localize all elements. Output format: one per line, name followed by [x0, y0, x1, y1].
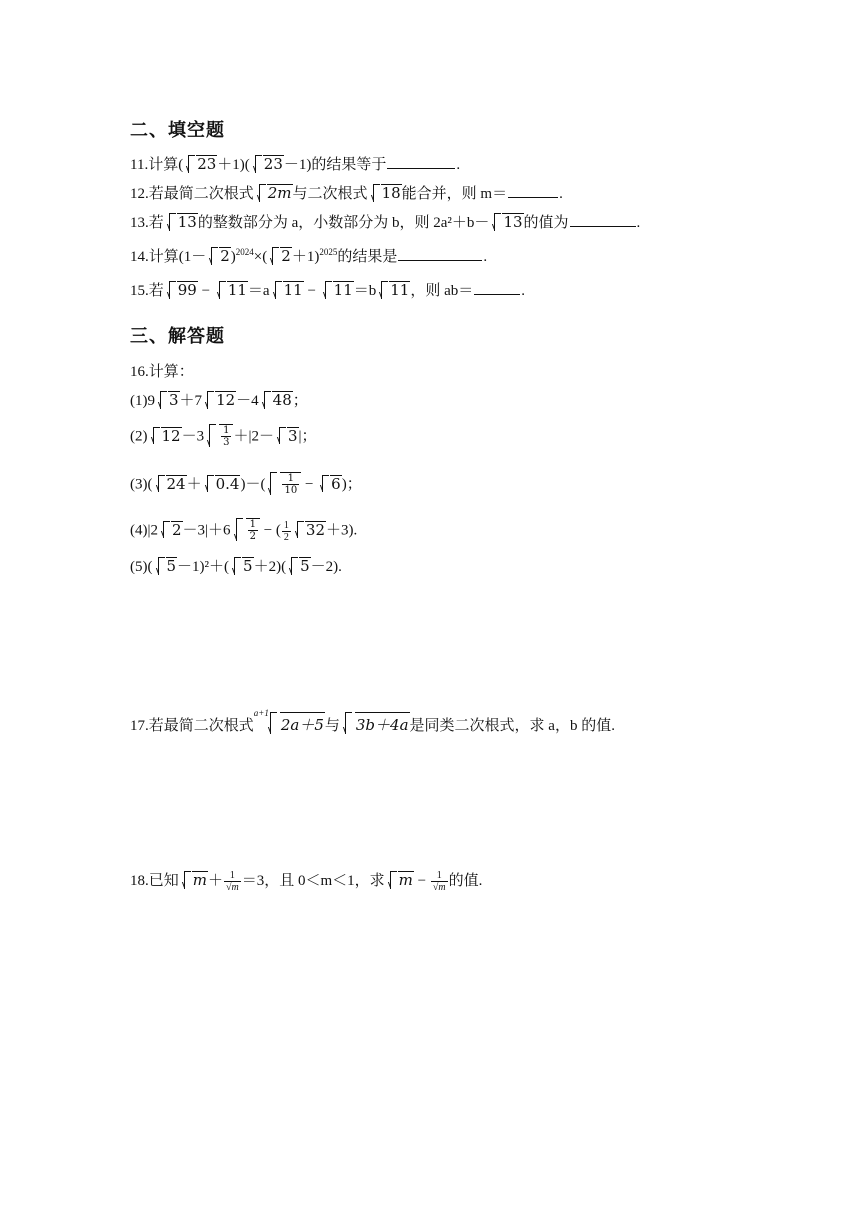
- radicand: 11: [227, 281, 247, 299]
- radical: [275, 427, 299, 446]
- radical: [203, 391, 236, 410]
- q14-end: .: [483, 249, 488, 265]
- fraction: [221, 425, 231, 448]
- q15-m3: −: [303, 283, 320, 299]
- text: |；: [298, 428, 317, 445]
- radicand: [246, 518, 260, 542]
- text: －4: [236, 393, 259, 409]
- fraction: [224, 870, 241, 893]
- text: ＋7: [179, 393, 203, 409]
- text: ＋: [186, 476, 202, 493]
- q15-m4: ＝b: [353, 283, 377, 299]
- radicand: 99: [177, 281, 197, 299]
- radical: [266, 712, 325, 735]
- radical: [369, 184, 402, 203]
- denominator: 2: [283, 531, 289, 543]
- radicand: 12: [216, 391, 236, 409]
- radical: [180, 871, 208, 890]
- text: 是同类二次根式，求 a，b 的值.: [409, 718, 615, 734]
- question-16-part-2: [130, 424, 317, 448]
- radical: [149, 427, 182, 446]
- radical: [207, 247, 231, 266]
- radicand: 2m: [267, 184, 292, 202]
- radicand: 12: [161, 426, 181, 445]
- q11-end: .: [456, 157, 461, 173]
- question-17: [130, 708, 615, 738]
- q13-mid: 的整数部分为 a，小数部分为 b，则 2a²＋b－: [197, 215, 490, 231]
- text: －2).: [310, 559, 342, 575]
- text: .: [353, 522, 358, 539]
- text: (1)9: [130, 393, 155, 409]
- question-11: [130, 154, 460, 176]
- radical: [154, 557, 178, 576]
- text: 17.若最简二次根式: [130, 718, 254, 734]
- radical: [287, 557, 311, 576]
- text: −: [413, 873, 430, 889]
- radicand: 11: [390, 281, 410, 299]
- question-16-part-3: [130, 472, 362, 496]
- exponent: 2024: [235, 247, 254, 257]
- question-16-title: 16.计算：: [130, 364, 194, 380]
- q11-prefix: 11.计算(: [130, 157, 184, 173]
- radicand: 2: [172, 520, 182, 539]
- text: －3|＋6: [182, 522, 231, 539]
- q12-mid: 与二次根式: [292, 186, 368, 202]
- radical: [251, 155, 284, 174]
- fraction: [282, 520, 291, 543]
- radicand: 2: [281, 247, 291, 265]
- radical: [156, 391, 180, 410]
- denominator: 2: [249, 531, 256, 542]
- fraction: [282, 473, 299, 496]
- q13-end: .: [636, 215, 641, 231]
- radical: [215, 281, 248, 300]
- text: ＋2)(: [253, 559, 287, 575]
- q15-suffix: ，则 ab＝: [410, 283, 474, 299]
- numerator: 1: [431, 870, 448, 882]
- numerator: 1: [249, 519, 256, 530]
- radicand: 2a＋5: [280, 712, 325, 734]
- radicand: m: [398, 871, 413, 889]
- text: ＋|2－: [233, 428, 274, 445]
- text: 18.已知: [130, 873, 179, 889]
- text: 与: [324, 718, 340, 734]
- radicand: 13: [177, 213, 197, 231]
- q11-mid: ＋1)(: [217, 157, 250, 173]
- answer-blank[interactable]: [387, 154, 455, 169]
- question-12: [130, 183, 563, 205]
- text: )；: [341, 476, 362, 493]
- fraction: [431, 870, 448, 893]
- q15-end: .: [521, 283, 526, 299]
- section-heading-answer: 三、解答题: [130, 326, 225, 347]
- radicand: [280, 472, 301, 496]
- radicand: 48: [272, 391, 292, 409]
- radical: [165, 213, 198, 232]
- q12-end: .: [559, 186, 563, 202]
- numerator: 1: [282, 473, 299, 485]
- numerator: 1: [224, 870, 241, 882]
- denominator: √m: [432, 882, 446, 894]
- radical: [255, 184, 293, 203]
- radicand: 11: [283, 281, 303, 299]
- q12-prefix: 12.若最简二次根式: [130, 186, 254, 202]
- question-18: [130, 870, 482, 893]
- radicand: 18: [381, 184, 401, 202]
- radical: [184, 155, 217, 174]
- answer-blank[interactable]: [508, 183, 558, 198]
- answer-blank[interactable]: [570, 212, 636, 227]
- radicand: [219, 424, 233, 448]
- text: )－(: [240, 476, 266, 493]
- q15-m1: −: [197, 283, 214, 299]
- radical: [203, 475, 241, 494]
- q14-suffix: 的结果是: [337, 249, 398, 265]
- question-15: [130, 280, 525, 302]
- radical: [154, 475, 187, 494]
- radical: [318, 475, 342, 494]
- q15-m2: ＝a: [247, 283, 270, 299]
- q15-prefix: 15.若: [130, 283, 164, 299]
- radical: [490, 213, 523, 232]
- radical: [386, 871, 414, 890]
- radicand: 3b＋4a: [355, 712, 410, 734]
- text: ；: [292, 393, 308, 409]
- text: ＋3): [326, 522, 354, 539]
- text: ＋: [208, 873, 224, 889]
- q14-mid2: ×(: [253, 249, 268, 265]
- text: − (: [259, 522, 281, 539]
- question-16-part-4: [130, 518, 357, 543]
- radical: [266, 472, 301, 496]
- radicand: 5: [166, 557, 177, 575]
- text: (3)(: [130, 476, 153, 493]
- radicand: 5: [300, 557, 310, 575]
- q14-mid1: ): [230, 249, 236, 265]
- radical: [159, 521, 183, 540]
- radical: [232, 518, 260, 542]
- text: ＝3，且 0＜m＜1，求: [241, 873, 385, 889]
- section-heading-fill-blank: 二、填空题: [130, 120, 225, 141]
- radicand: 5: [243, 557, 253, 575]
- radicand: 23: [263, 155, 283, 173]
- text: －1)²＋(: [177, 559, 230, 575]
- radicand: 32: [305, 520, 325, 539]
- q13-prefix: 13.若: [130, 215, 164, 231]
- exponent: 2025: [319, 247, 338, 257]
- radical: [205, 424, 233, 448]
- denominator: 10: [284, 485, 298, 496]
- denominator: 3: [223, 437, 230, 448]
- radicand: 24: [166, 474, 186, 493]
- radicand: 3: [169, 391, 179, 409]
- text: −: [301, 476, 318, 493]
- q14-mid3: ＋1): [291, 249, 320, 265]
- q14-prefix: 14.计算(1－: [130, 249, 207, 265]
- radicand: 2: [220, 247, 230, 265]
- radical: [260, 391, 293, 410]
- radicand: 0.4: [215, 474, 240, 493]
- text: (2): [130, 428, 148, 445]
- radical: [377, 281, 410, 300]
- text: 的值.: [448, 873, 483, 889]
- radicand: 6: [331, 474, 341, 493]
- answer-blank[interactable]: [474, 280, 520, 295]
- radical: [341, 712, 410, 735]
- numerator: 1: [283, 519, 289, 531]
- answer-blank[interactable]: [398, 246, 482, 261]
- fraction: [248, 519, 258, 542]
- radicand: 23: [197, 155, 217, 173]
- text: (5)(: [130, 559, 153, 575]
- radicand: 11: [333, 281, 353, 299]
- radical: [271, 281, 304, 300]
- radicand: m: [192, 871, 207, 889]
- question-13: [130, 212, 640, 234]
- q11-suffix: －1)的结果等于: [283, 157, 387, 173]
- q13-suffix: 的值为: [523, 215, 569, 231]
- radicand: 13: [503, 213, 523, 231]
- denominator: √m: [226, 882, 239, 894]
- text: (4)|2: [130, 522, 158, 539]
- text: －3: [181, 428, 205, 445]
- radical: [293, 521, 326, 540]
- root-index: a+1: [253, 708, 269, 718]
- radical: [268, 247, 292, 266]
- question-16-part-1: [130, 390, 308, 412]
- question-14: [130, 241, 487, 268]
- numerator: 1: [223, 425, 230, 436]
- q12-suffix: 能合并，则 m＝: [401, 186, 508, 202]
- radicand: 3: [288, 426, 298, 445]
- radical: [230, 557, 254, 576]
- radical: [165, 281, 198, 300]
- radical: [321, 281, 354, 300]
- question-16-part-5: [130, 556, 342, 578]
